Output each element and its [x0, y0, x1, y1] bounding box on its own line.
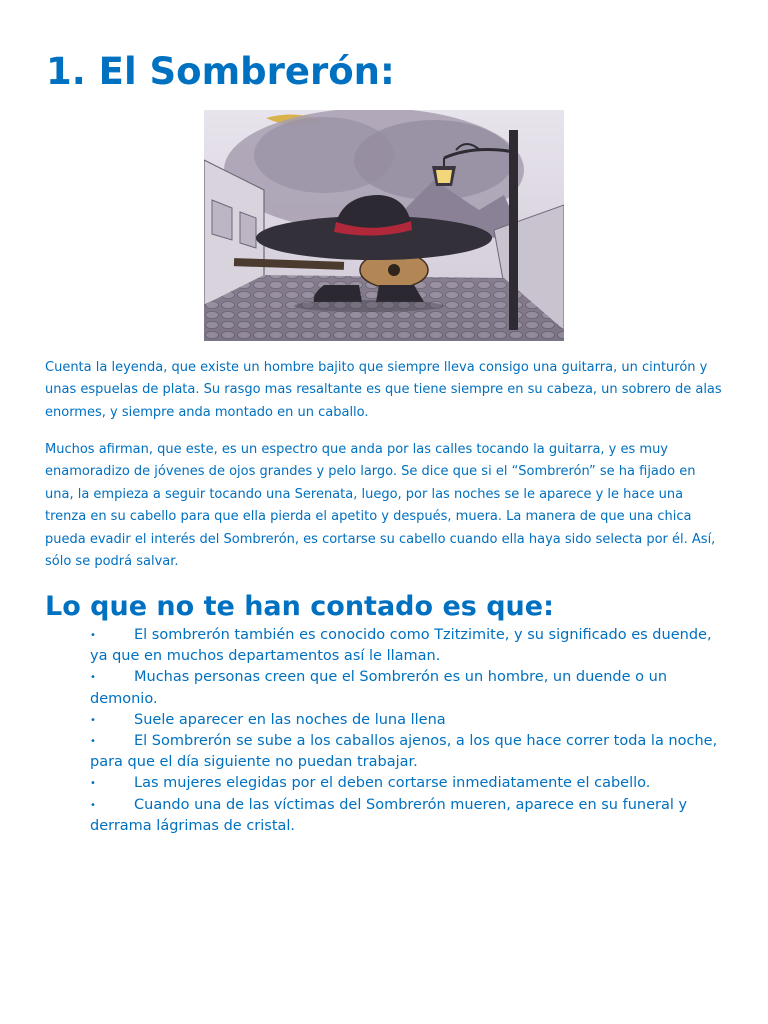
list-item-text: Suele aparecer en las noches de luna llena — [134, 711, 446, 728]
list-item — [90, 731, 730, 773]
list-item-text: Las mujeres elegidas por el deben cortarse inmediatamente el cabello. — [134, 775, 651, 792]
paragraph-intro: Cuenta la leyenda, que existe un hombre bajito que siempre lleva consigo una guitarra, un cinturón y unas espuelas de plata. Su rasgo mas resaltante es que tiene siempre en su cabeza, un sobrero de alas enormes, y siempre anda montado en un caballo. — [45, 360, 722, 420]
list-item-text: Cuando una de las víctimas del Sombrerón mueren, aparece en su funeral y derrama lágrimas de cristal. — [90, 796, 688, 834]
bullet-icon: • — [90, 778, 96, 790]
section-heading: Lo que no te han contado es que: — [45, 591, 554, 622]
list-item-text: Muchas personas creen que el Sombrerón es un hombre, un duende o un demonio. — [90, 669, 668, 707]
list-item — [90, 625, 730, 667]
bullet-icon: • — [90, 630, 96, 641]
bullet-icon: • — [90, 799, 96, 811]
list-item-text: El Sombrerón se sube a los caballos ajenos, a los que hace correr toda la noche, para que el día siguiente no puedan trabajar. — [90, 733, 718, 771]
facts-list — [90, 625, 730, 837]
list-item — [90, 773, 730, 794]
paragraph-legend: Muchos afirman, que este, es un espectro que anda por las calles tocando la guitarra, y es muy enamoradizo de jóvenes de ojos grandes y pelo largo. Se dice que si el “Sombrerón” se ha fijado en una, la empieza a seguir tocando una Serenata, luego, por las noches se le aparece y le hace una trenza en su cabello para que ella pierda el apetito y después, muera. La manera de que una chica pueda evadir el interés del Sombrerón, es cortarse su cabello cuando ella haya sido selecta por él. Así, sólo se podrá salvar. — [45, 442, 716, 570]
sombreron-illustration — [204, 110, 564, 341]
list-item — [90, 710, 730, 731]
bullet-icon: • — [90, 714, 96, 726]
list-item-text: El sombrerón también es conocido como Tzitzimite, y su significado es duende, ya que en muchos departamentos así le llaman. — [90, 627, 712, 665]
bullet-icon: • — [90, 736, 96, 748]
bullet-icon: • — [90, 672, 96, 684]
page-title: 1. El Sombrerón: — [46, 50, 395, 93]
list-item — [90, 667, 730, 709]
list-item — [90, 795, 730, 837]
